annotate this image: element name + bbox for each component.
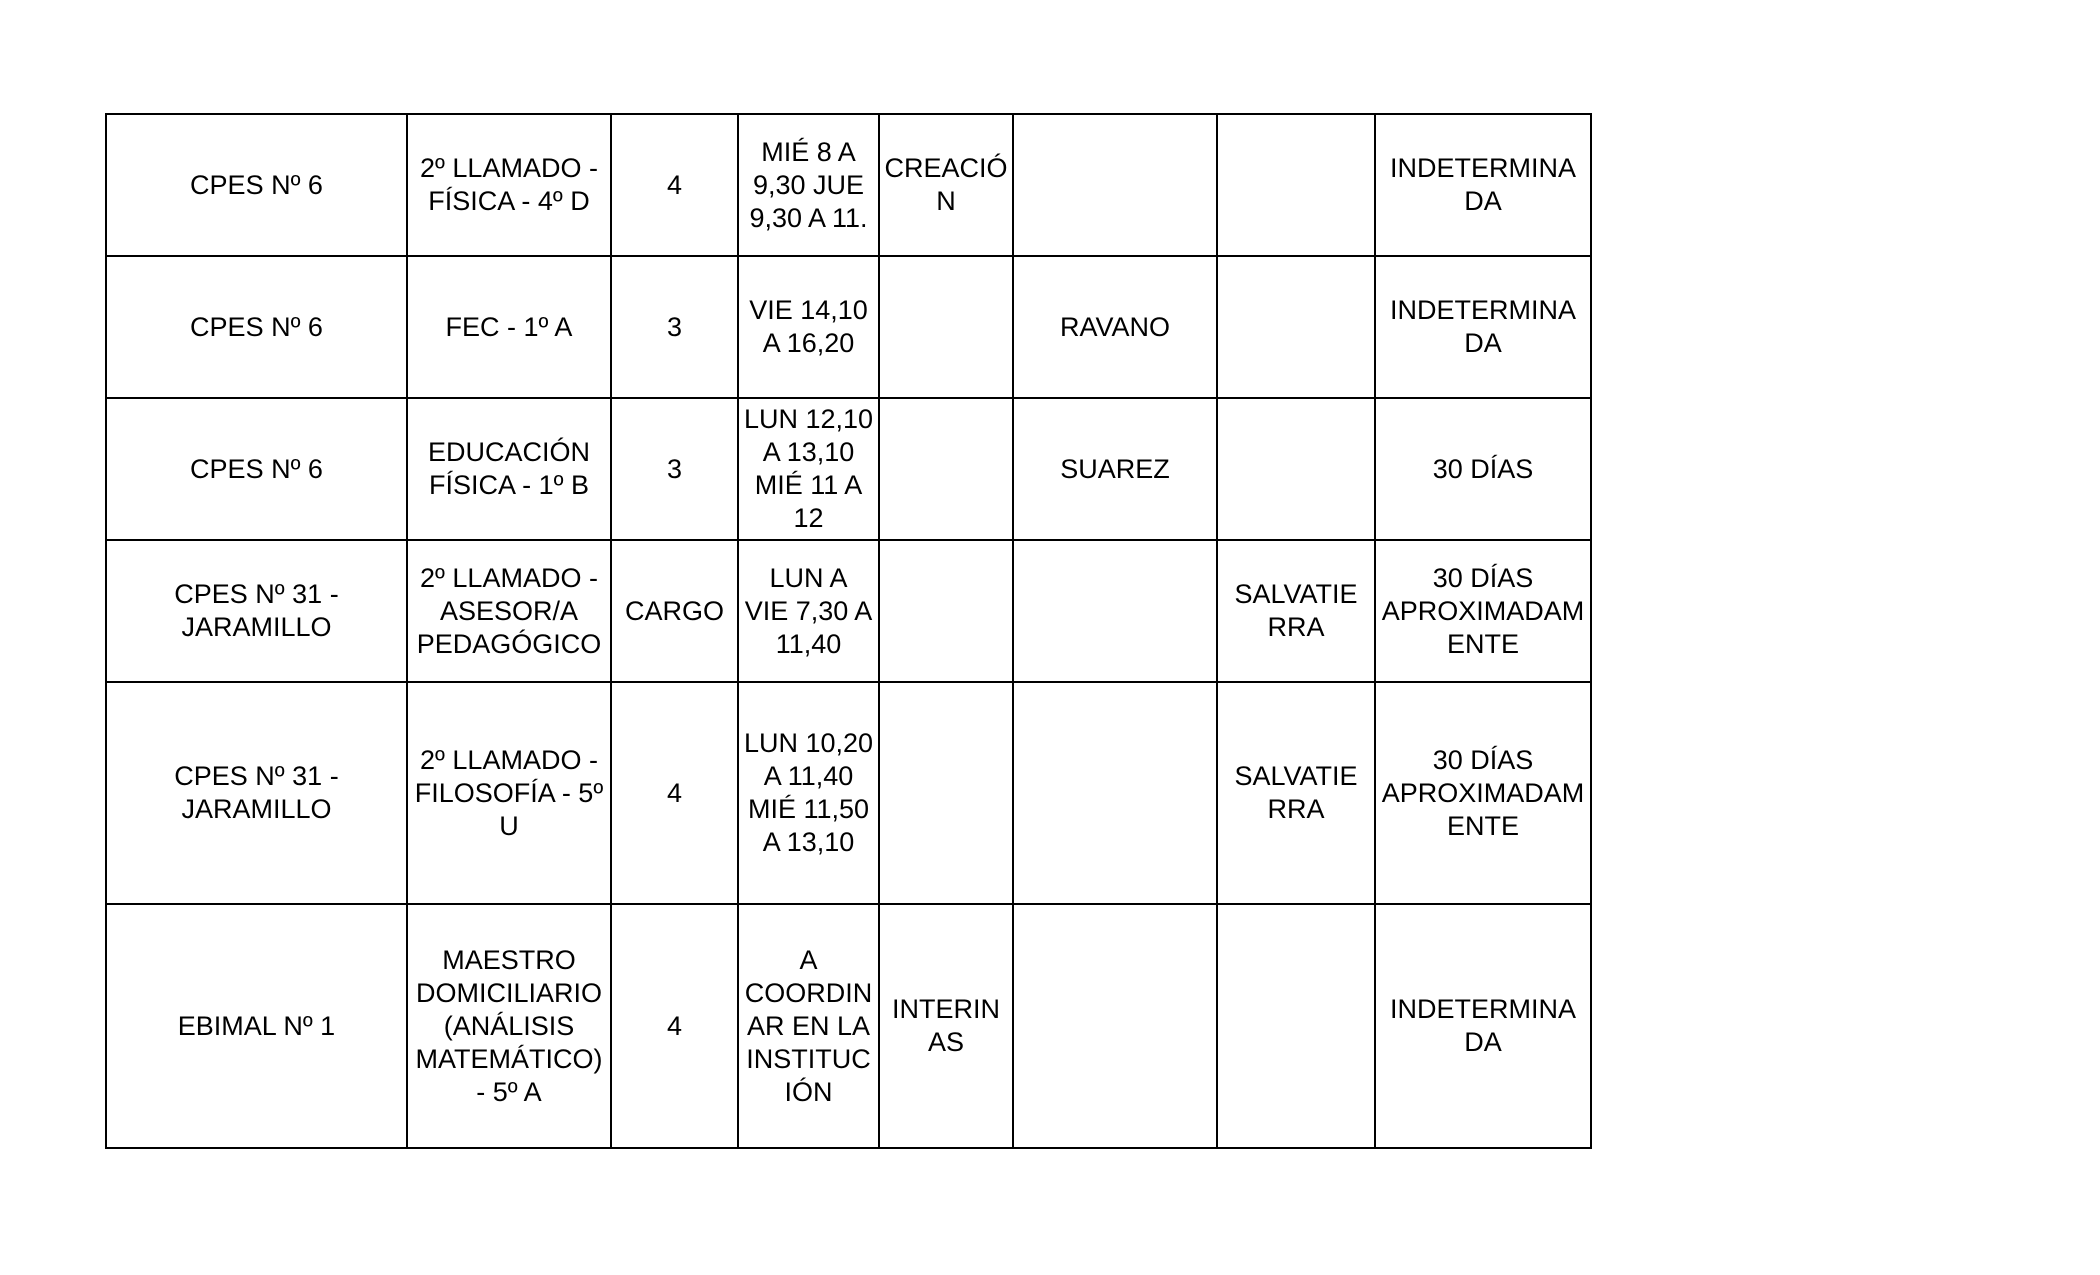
- cell-text-line: INSTITUC: [746, 1043, 871, 1074]
- cell-text-line: RAVANO: [1059, 311, 1171, 342]
- cell-text-line: 3: [666, 311, 683, 342]
- hours-cell: [611, 682, 738, 904]
- cell-text-line: ENTE: [1446, 810, 1519, 841]
- cell-text-line: RRA: [1267, 794, 1325, 824]
- schedule-cell: [738, 540, 879, 682]
- duration-cell: [1375, 904, 1591, 1148]
- cell-text-line: ENTE: [1446, 628, 1519, 659]
- cell-text-line: INDETERMINA: [1389, 295, 1576, 325]
- hours-cell: [611, 904, 738, 1148]
- cell-text-line: COORDIN: [744, 977, 873, 1008]
- hours-cell: [611, 114, 738, 256]
- substitute-cell: [1217, 682, 1375, 904]
- teacher-cell: [1013, 540, 1217, 682]
- duration-cell: [1375, 256, 1591, 398]
- cell-text-line: 4: [666, 169, 683, 200]
- cell-text-line: A: [799, 944, 818, 975]
- cell-text-line: 3: [666, 453, 683, 484]
- institution-cell: [106, 540, 407, 682]
- cell-text-line: CARGO: [624, 595, 724, 626]
- reason-cell: [879, 114, 1013, 256]
- cell-text-line: 2º LLAMADO -: [420, 153, 598, 183]
- schedule-cell: [738, 114, 879, 256]
- teacher-cell: [1013, 398, 1217, 540]
- cell-text-line: VIE 7,30 A: [744, 595, 873, 626]
- cell-text-line: SALVATIE: [1234, 579, 1358, 609]
- cell-text-line: JARAMILLO: [181, 794, 332, 824]
- cell-text-line: LUN 12,10: [743, 404, 874, 434]
- reason-cell: [879, 904, 1013, 1148]
- cell-text-line: CPES Nº 6: [190, 453, 323, 484]
- cell-text-line: 2º LLAMADO -: [420, 744, 598, 775]
- cell-text-line: 2º LLAMADO -: [420, 562, 598, 593]
- schedule-cell: [738, 256, 879, 398]
- table-row: [106, 682, 1591, 904]
- cell-text-line: MIÉ 11 A: [754, 470, 863, 500]
- table-row: [106, 904, 1591, 1148]
- institution-cell: [106, 256, 407, 398]
- hours-cell: [611, 398, 738, 540]
- cell-text-line: CPES Nº 6: [190, 311, 323, 342]
- cell-text-line: LUN 10,20: [743, 728, 874, 758]
- cell-text-line: 30 DÍAS: [1432, 744, 1534, 775]
- teacher-cell: [1013, 904, 1217, 1148]
- cell-text-line: DOMICILIARIO: [415, 977, 603, 1008]
- reason-cell: [879, 398, 1013, 540]
- subject-cell: [407, 256, 611, 398]
- hours-cell: [611, 256, 738, 398]
- reason-cell: [879, 540, 1013, 682]
- cell-text-line: EDUCACIÓN: [427, 437, 590, 467]
- teacher-cell: [1013, 682, 1217, 904]
- institution-cell: [106, 114, 407, 256]
- cell-text-line: 11,40: [775, 628, 842, 659]
- cell-text-line: 30 DÍAS: [1432, 562, 1534, 593]
- substitute-cell: [1217, 904, 1375, 1148]
- institution-cell: [106, 682, 407, 904]
- cell-text-line: (ANÁLISIS: [443, 1010, 575, 1041]
- cell-text-line: 30 DÍAS: [1432, 453, 1534, 484]
- duration-cell: [1375, 398, 1591, 540]
- cell-text-line: MIÉ 11,50: [747, 794, 870, 824]
- reason-cell: [879, 682, 1013, 904]
- cell-text-line: FÍSICA - 1º B: [429, 470, 589, 500]
- cell-text-line: A 13,10: [762, 437, 855, 467]
- schedule-cell: [738, 904, 879, 1148]
- cell-text-line: DA: [1464, 1027, 1502, 1057]
- substitute-cell: [1217, 540, 1375, 682]
- cell-text-line: DA: [1464, 186, 1502, 216]
- duration-cell: [1375, 682, 1591, 904]
- substitute-cell: [1217, 398, 1375, 540]
- cell-text-line: AS: [927, 1027, 965, 1057]
- table-row: [106, 256, 1591, 398]
- subject-cell: [407, 540, 611, 682]
- cell-text-line: A 11,40: [763, 761, 854, 791]
- cell-text-line: EBIMAL Nº 1: [177, 1010, 336, 1041]
- cell-text-line: A 16,20: [762, 328, 855, 358]
- vacancy-table: [105, 113, 1592, 1149]
- cell-text-line: FEC - 1º A: [445, 311, 573, 342]
- cell-text-line: A 13,10: [762, 827, 855, 857]
- cell-text-line: - 5º A: [476, 1076, 542, 1107]
- cell-text-line: FÍSICA - 4º D: [428, 186, 590, 216]
- cell-text-line: VIE 14,10: [749, 295, 868, 325]
- cell-text-line: ASESOR/A: [439, 595, 579, 626]
- teacher-cell: [1013, 114, 1217, 256]
- cell-text-line: 9,30 A 11.: [749, 202, 868, 233]
- table-row: [106, 114, 1591, 256]
- duration-cell: [1375, 540, 1591, 682]
- cell-text-line: SALVATIE: [1234, 761, 1358, 791]
- cell-text-line: IÓN: [784, 1076, 833, 1107]
- subject-cell: [407, 114, 611, 256]
- cell-text-line: 12: [793, 503, 824, 533]
- cell-text-line: INDETERMINA: [1389, 994, 1576, 1024]
- cell-text-line: CPES Nº 31 -: [174, 761, 339, 791]
- reason-cell: [879, 256, 1013, 398]
- cell-text-line: DA: [1464, 328, 1502, 358]
- cell-text-line: FILOSOFÍA - 5º: [414, 777, 604, 808]
- subject-cell: [407, 682, 611, 904]
- cell-text-line: 4: [666, 1010, 683, 1041]
- cell-text-line: AR EN LA: [746, 1010, 871, 1041]
- cell-text-line: JARAMILLO: [181, 612, 332, 642]
- cell-text-line: INDETERMINA: [1389, 153, 1576, 183]
- cell-text-line: U: [499, 810, 519, 841]
- institution-cell: [106, 398, 407, 540]
- schedule-cell: [738, 398, 879, 540]
- cell-text-line: MIÉ 8 A: [761, 136, 856, 167]
- subject-cell: [407, 398, 611, 540]
- cell-text-line: APROXIMADAM: [1381, 595, 1585, 626]
- hours-cell: [611, 540, 738, 682]
- cell-text-line: LUN A: [769, 562, 848, 593]
- cell-text-line: APROXIMADAM: [1381, 777, 1585, 808]
- duration-cell: [1375, 114, 1591, 256]
- table-row: [106, 398, 1591, 540]
- institution-cell: [106, 904, 407, 1148]
- cell-text-line: CPES Nº 31 -: [174, 579, 339, 609]
- substitute-cell: [1217, 256, 1375, 398]
- teacher-cell: [1013, 256, 1217, 398]
- table-row: [106, 540, 1591, 682]
- cell-text-line: INTERIN: [892, 994, 1000, 1024]
- cell-text-line: SUAREZ: [1060, 453, 1170, 484]
- cell-text-line: MATEMÁTICO): [415, 1043, 603, 1074]
- cell-text-line: 9,30 JUE: [752, 169, 865, 200]
- substitute-cell: [1217, 114, 1375, 256]
- cell-text-line: RRA: [1267, 612, 1325, 642]
- cell-text-line: CREACIÓ: [884, 153, 1008, 183]
- cell-text-line: 4: [666, 777, 683, 808]
- cell-text-line: PEDAGÓGICO: [416, 628, 602, 659]
- cell-text-line: MAESTRO: [442, 944, 576, 975]
- subject-cell: [407, 904, 611, 1148]
- table-body: [106, 114, 1591, 1148]
- schedule-cell: [738, 682, 879, 904]
- cell-text-line: N: [936, 186, 956, 216]
- cell-text-line: CPES Nº 6: [190, 169, 323, 200]
